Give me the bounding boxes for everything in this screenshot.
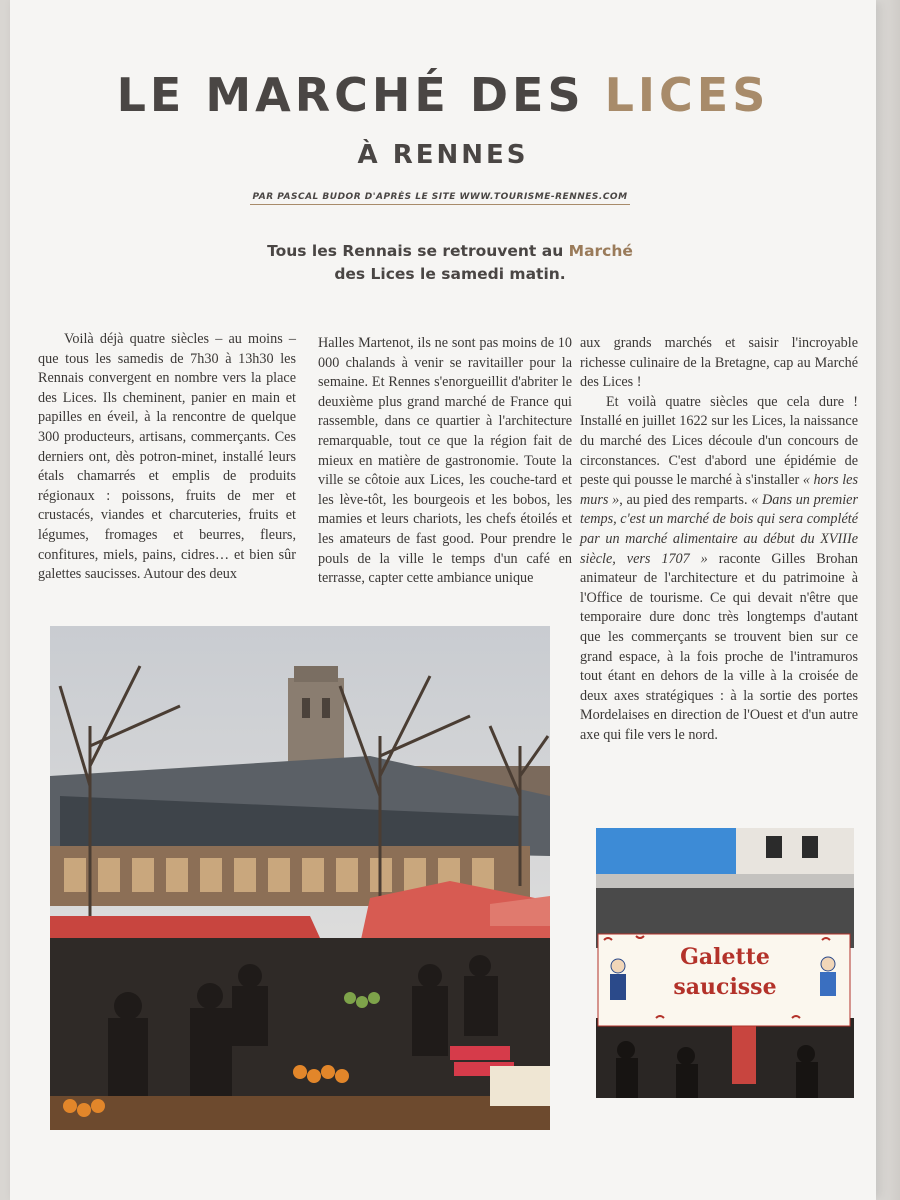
text-column-2	[318, 334, 572, 589]
galette-saucisse-photo	[596, 828, 854, 1098]
quote: « Dans un premier temps, c'est un marché de bois qui sera complété par un marché alimentaire au début du XVIIIe siècle, vers 1707 »	[580, 491, 858, 567]
lead-text-2: des Lices le samedi matin.	[334, 265, 566, 283]
sign-line-1: Galette	[680, 944, 770, 970]
article-byline: PAR PASCAL BUDOR D'APRÈS LE SITE WWW.TOURISME-RENNES.COM	[250, 192, 630, 205]
sign-line-2: saucisse	[673, 974, 777, 1000]
article-subtitle: À RENNES	[357, 140, 529, 170]
magazine-page	[10, 0, 876, 1200]
text-column-1	[38, 330, 296, 585]
paragraph: aux grands marchés et saisir l'incroyable richesse culinaire de la Bretagne, cap au Marché des Lices !	[580, 335, 858, 391]
quote: « hors les murs »	[580, 472, 858, 508]
market-photo	[50, 626, 550, 1130]
title-accent: LICES	[604, 68, 770, 122]
text-run: Et voilà quatre siècles que cela dure ! Installé en juillet 1622 sur les Lices, la naissance du marché des Lices découle d'un concours de circonstances. C'est d'abord une épidémie de peste qui pousse le marché à s'installer	[580, 393, 858, 489]
market-illustration	[50, 626, 550, 1130]
text-run: raconte Gilles Brohan animateur de l'architecture et du patrimoine à l'Office de tourisme. Ce qui devait n'être que temporaire dure donc très longtemps d'autant que les commerçants se trouvent bien sur ce grand espace, à la fois proche de l'intramuros tout étant en dehors de la ville à la croisée de deux axes stratégiques : à la sortie des portes Mordelaises en direction de l'Ouest et d'un autre axe qui file vers le nord.	[580, 550, 859, 743]
paragraph	[580, 393, 858, 746]
paragraph: Halles Martenot, ils ne sont pas moins de 10 000 chalands à venir se ravitailler pour la semaine. Et Rennes s'enorgueillit d'abriter le deuxième plus grand marché de France qui rassemble, dans ce quartier à l'architecture remarquable, tout ce que la région fait de mieux en matière de gastronomie. Toute la ville se côtoie aux Lices, les couche-tard et les lève-tôt, les bourgeois et les bobos, les mamies et leurs chariots, les chefs étoilés et les amateurs de fast good. Pour prendre le pouls de la ville le temps d'un café en terrasse, capter cette ambiance unique	[318, 335, 572, 587]
lead-text: Tous les Rennais se retrouvent au	[267, 242, 569, 260]
article-title	[10, 68, 876, 122]
article-lead	[240, 240, 660, 286]
text-run: , au pied des remparts.	[619, 491, 752, 508]
paragraph: Voilà déjà quatre siècles – au moins – que tous les samedis de 7h30 à 13h30 les Rennais convergent en nombre vers la place des Lices. Ils cheminent, panier en main et papilles en éveil, à la rencontre de quelque 300 producteurs, artisans, commerçants. Ces derniers ont, dès potron-minet, installé leurs étals chamarrés et emplis de produits régionaux : poissons, fruits de mer et crustacés, viandes et charcuteries, fruits et légumes, fromages et beurres, fleurs, confitures, miels, pains, cidres… et bien sûr galettes saucisses. Autour des deux	[38, 331, 296, 583]
title-main: LE MARCHÉ DES	[116, 68, 605, 122]
text-column-3	[580, 334, 858, 745]
lead-accent: Marché	[568, 242, 633, 260]
